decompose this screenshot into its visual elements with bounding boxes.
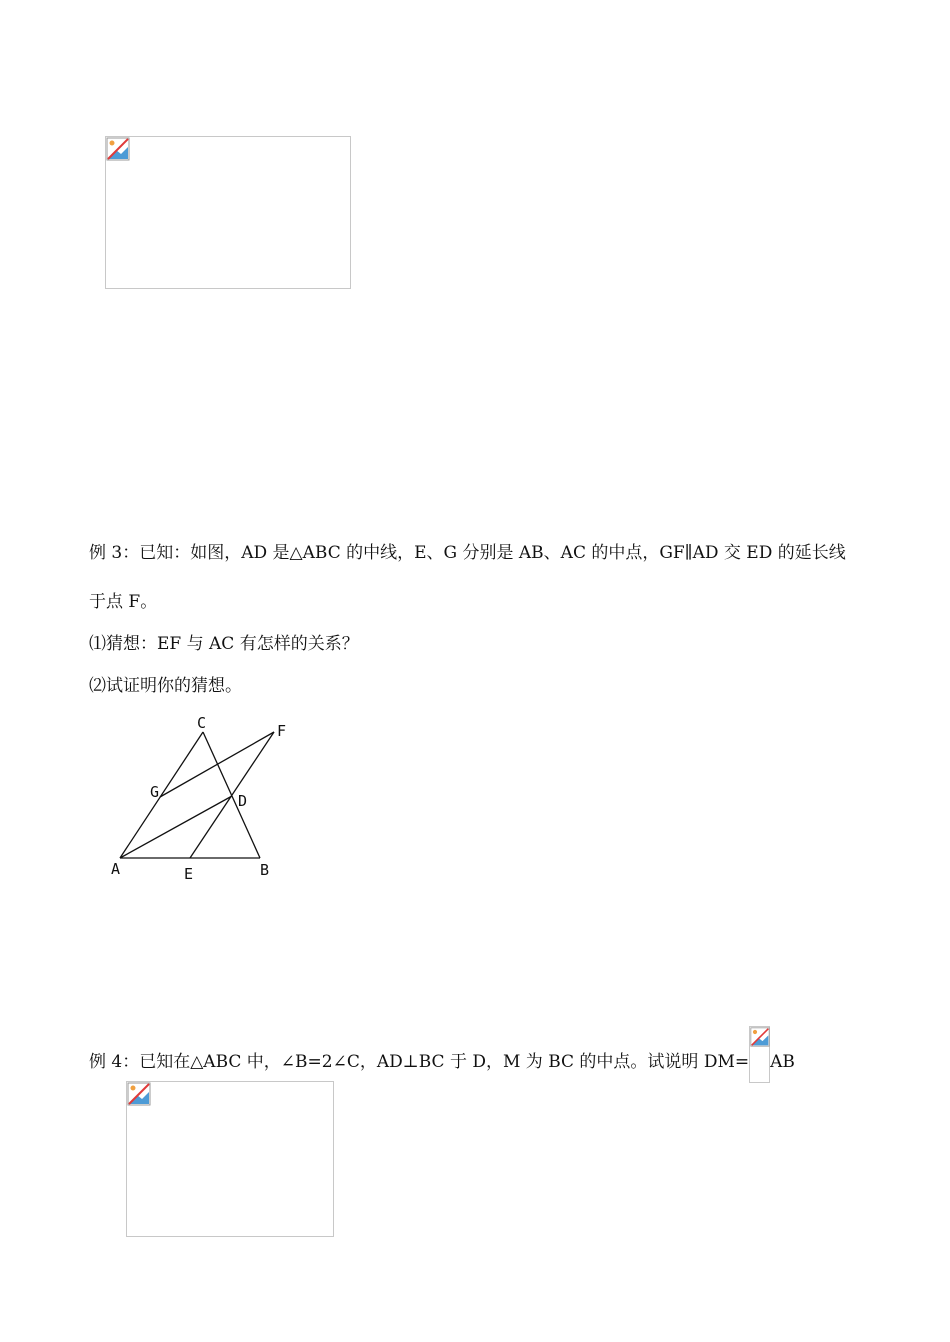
missing-figure-1 — [105, 136, 351, 289]
label-B: B — [260, 861, 270, 879]
example4-text-after: AB — [770, 1052, 795, 1072]
label-E: E — [184, 865, 194, 883]
label-C: C — [197, 714, 207, 732]
triangle-figure — [100, 708, 300, 888]
example3-line1: 例 3：已知：如图，AD 是△ABC 的中线，E、G 分别是 AB、AC 的中点，GF∥AD 交 ED 的延长线 — [89, 543, 846, 563]
label-D: D — [238, 792, 248, 810]
missing-figure-2 — [126, 1081, 334, 1237]
example3-question1: ⑴猜想：EF 与 AC 有怎样的关系？ — [89, 634, 359, 654]
example3-question2: ⑵试证明你的猜想。 — [89, 676, 242, 696]
label-G: G — [150, 783, 160, 801]
broken-image-icon — [750, 1027, 770, 1047]
label-F: F — [277, 722, 287, 740]
segment-AD — [120, 796, 232, 858]
label-A: A — [111, 860, 121, 878]
example4-text-before: 例 4：已知在△ABC 中，∠B=2∠C，AD⊥BC 于 D，M 为 BC 的中点。试说明 DM= — [89, 1052, 750, 1072]
example3-line2: 于点 F。 — [89, 592, 158, 612]
segment-GF — [160, 732, 274, 797]
broken-image-icon — [106, 137, 130, 161]
segment-AC — [120, 732, 203, 858]
segment-EF — [190, 732, 274, 858]
broken-image-icon — [127, 1082, 151, 1106]
example4-text — [89, 1026, 795, 1083]
inline-fraction-image — [749, 1026, 770, 1083]
